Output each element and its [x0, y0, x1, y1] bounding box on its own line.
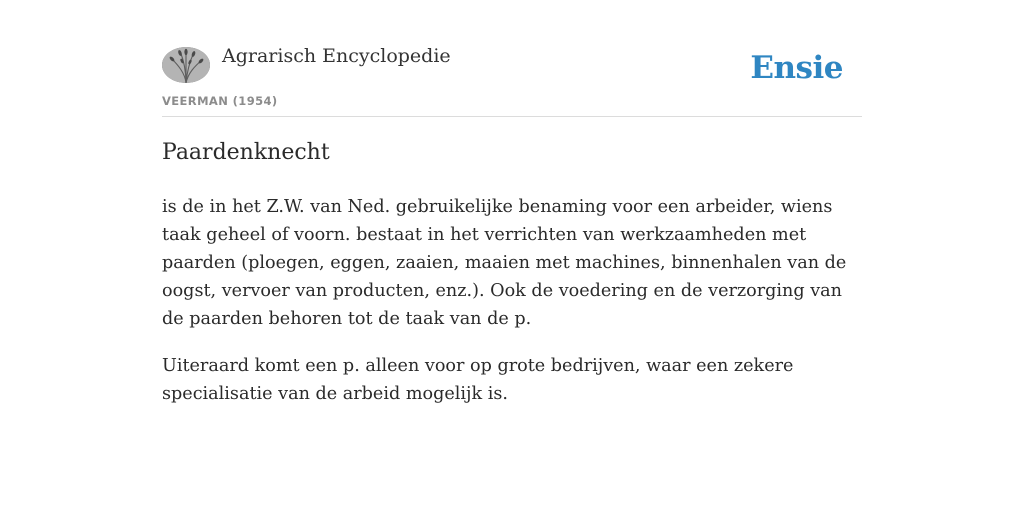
content-column: [162, 0, 862, 404]
book-title-link[interactable]: Agrarisch Encyclopedie: [222, 45, 451, 67]
entry-paragraph: is de in het Z.W. van Ned. gebruikelijke benaming voor een arbeider, wiens taak geheel of voorn. bestaat in het verrichten van werkzaamheden met paarden (ploegen, eggen, zaaien, maaien met machines, binnenhalen van de oogst, vervoer van producten, enz.). Ook de voedering en de verzorging van de paarden behoren tot de taak van de p.: [162, 197, 847, 329]
book-author-year: VEERMAN (1954): [162, 94, 278, 108]
entry-header: [162, 0, 862, 117]
entry-title: Paardenknecht: [162, 140, 330, 165]
ensie-logo[interactable]: Ensie: [750, 50, 843, 86]
entry-body: [162, 193, 862, 427]
wheat-book-cover-icon[interactable]: [162, 47, 210, 83]
entry-paragraph: Uiteraard komt een p. alleen voor op grote bedrijven, waar een zekere specialisatie van de arbeid mogelijk is.: [162, 356, 794, 404]
